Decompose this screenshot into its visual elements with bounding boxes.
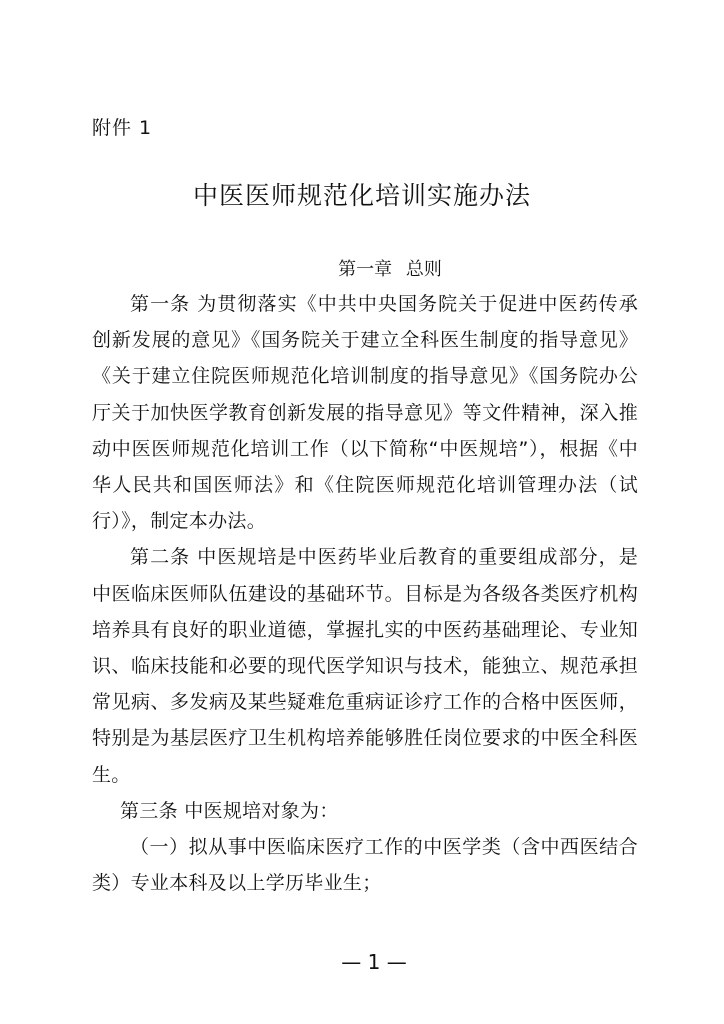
- chapter-name: 总则: [405, 259, 442, 280]
- article-3-item-1: （一）拟从事中医临床医疗工作的中医学类（含中西医结合类）专业本科及以上学历毕业生；: [92, 836, 638, 895]
- article-3: 第三条 中医规培对象为：: [120, 799, 339, 822]
- document-body: [92, 286, 638, 901]
- attachment-label: 附件 1: [92, 117, 153, 139]
- chapter-heading: [0, 255, 724, 281]
- article-2: 第二条 中医规培是中医药毕业后教育的重要组成部分，是中医临床医师队伍建设的基础环节。目标是为各级各类医疗机构培养具有良好的职业道德，掌握扎实的中医药基础理论、专业知识、临床技能和必要的现代医学知识与技术，能独立、规范承担常见病、多发病及某些疑难危重病证诊疗工作的合格中医医师，特别是为基层医疗卫生机构培养能够胜任岗位要求的中医全科医生。: [92, 546, 638, 786]
- document-title: 中医医师规范化培训实施办法: [192, 181, 531, 210]
- page-number: — 1 —: [341, 950, 407, 974]
- chapter-number: 第一章: [338, 259, 393, 280]
- article-1: 第一条 为贯彻落实《中共中央国务院关于促进中医药传承创新发展的意见》《国务院关于建立全科医生制度的指导意见》《关于建立住院医师规范化培训制度的指导意见》《国务院办公厅关于加快医学教育创新发展的指导意见》等文件精神，深入推动中医医师规范化培训工作（以下简称“中医规培”），根据《中华人民共和国医师法》和《住院医师规范化培训管理办法（试行）》，制定本办法。: [92, 293, 638, 533]
